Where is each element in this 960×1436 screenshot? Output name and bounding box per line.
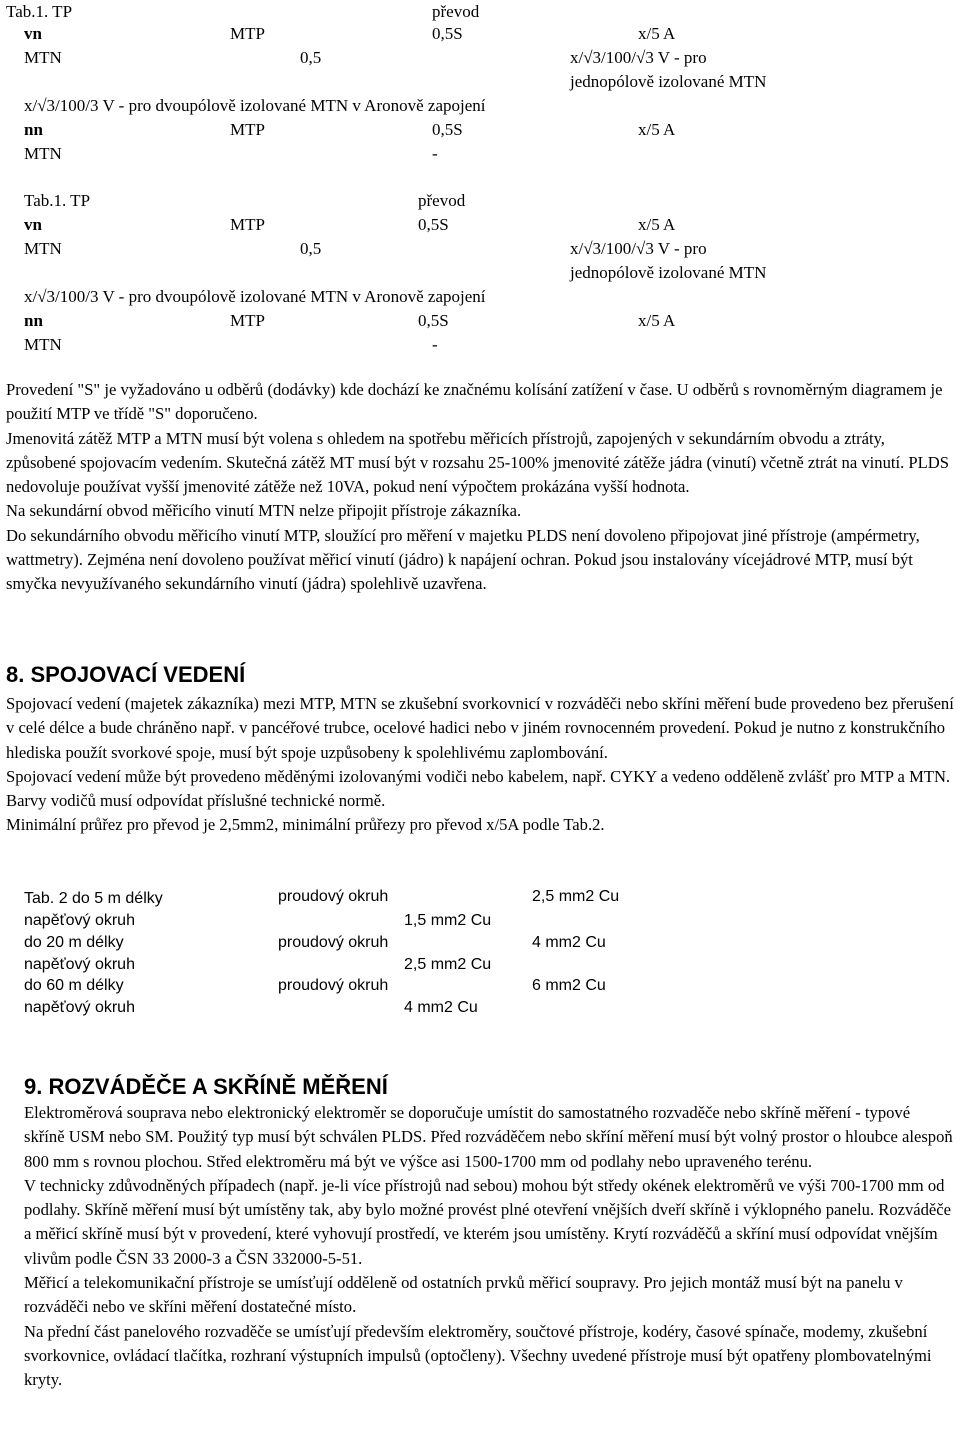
table-cell: proudový okruh — [278, 888, 389, 905]
table-cell: MTP — [230, 120, 265, 139]
table-cell: proudový okruh — [278, 977, 389, 994]
table-cell: x/5 A — [638, 24, 676, 43]
table-cell: do 60 m délky — [24, 977, 124, 994]
table-cell: MTN — [24, 48, 62, 67]
section-8-text — [6, 692, 954, 838]
table-cell: 4 mm2 Cu — [532, 934, 606, 951]
section-9-text — [24, 1101, 954, 1393]
table-cell: 1,5 mm2 Cu — [404, 912, 492, 929]
paragraph: Jmenovitá zátěž MTP a MTN musí být volena s ohledem na spotřebu měřicích přístrojů, zapojených v sekundárním obvodu a ztráty, způsobené spojovacím vedením. Skutečná zátěž MT musí být v rozsahu 25-100% jmenovité zátěže jádra (vinutí) včetně ztrát na vinutí. PLDS nedovoluje používat vyšší jmenovité zátěže než 10VA, pokud není výpočtem prokázána vyšší hodnota. — [6, 428, 949, 497]
table-cell: proudový okruh — [278, 934, 389, 951]
table-cell: 2,5 mm2 Cu — [532, 888, 620, 905]
table-cell: - — [432, 144, 438, 163]
table-cell: do 20 m délky — [24, 934, 124, 951]
table-cell: 0,5 — [300, 239, 322, 258]
paragraph: Měřicí a telekomunikační přístroje se umísťují odděleně od ostatních prvků měřicí soupravy. Pro jejich montáž musí být na panelu v rozváděči nebo ve skříni měření dostatečné místo. — [24, 1273, 903, 1317]
table-cell: 0,5 — [300, 48, 322, 67]
intro-text — [6, 378, 954, 597]
table-cell: x/√3/100/3 V - pro dvoupólově izolované MTN v Aronově zapojení — [24, 96, 486, 115]
table-cell: vn — [24, 215, 42, 234]
table-cell: 2,5 mm2 Cu — [404, 956, 492, 973]
table-cell: MTN — [24, 144, 62, 163]
table-cell: x/√3/100/3 V - pro dvoupólově izolované MTN v Aronově zapojení — [24, 287, 486, 306]
table-cell: x/5 A — [638, 120, 676, 139]
paragraph: Elektroměrová souprava nebo elektronický elektroměr se doporučuje umístit do samostatného rozvaděče nebo skříně měření - typové skříně USM nebo SM. Použitý typ musí být schválen PLDS. Před rozváděčem nebo skříní měření musí být volný prostor o hloubce alespoň 800 mm s rovnou plochou. Střed elektroměru má být ve výšce asi 1500-1700 mm od podlahy nebo upraveného terénu. — [24, 1103, 953, 1171]
paragraph: V technicky zdůvodněných případech (např. je-li více přístrojů nad sebou) mohou být středy okének elektroměrů ve výši 700-1700 mm od podlahy. Skříně měření musí být umístěny tak, aby bylo možné provést plné otevření vnějších dveří skříně i výklopného panelu. Rozváděče a měřicí skříně musí být v provedení, které vyhovují prostředí, ve kterém jsou umístěny. Krytí rozváděčů a skříní musí odpovídat vnějším vlivům podle ČSN 33 2000-3 a ČSN 332000-5-51. — [24, 1175, 952, 1268]
paragraph: Spojovací vedení může být provedeno měděnými izolovanými vodiči nebo kabelem, např. CYKY a vedeno odděleně zvlášť pro MTP a MTN. Barvy vodičů musí odpovídat příslušné technické normě. — [6, 766, 951, 811]
table-cell: MTP — [230, 311, 265, 330]
table-cell: nn — [24, 311, 43, 330]
table-cell: 0,5S — [418, 215, 449, 234]
table-cell: 4 mm2 Cu — [404, 999, 478, 1016]
paragraph: Provedení "S" je vyžadováno u odběrů (dodávky) kde dochází ke značnému kolísání zatížení v čase. U odběrů s rovnoměrným diagramem je použití MTP ve třídě "S" doporučeno. — [6, 380, 943, 424]
paragraph: Do sekundárního obvodu měřicího vinutí MTP, sloužící pro měření v majetku PLDS není dovoleno připojovat jiné přístroje (ampérmetry, wattmetry). Zejména není dovoleno používat měřicí vinutí (jádro) k napájení ochran. Pokud jsou instalovány vícejádrové MTP, musí být smyčka nevyužívaného sekundárního vinutí (jádra) spolehlivě uzavřena. — [6, 525, 920, 594]
table-cell: x/5 A — [638, 215, 676, 234]
table-cell: MTN — [24, 239, 62, 258]
table-cell: x/√3/100/√3 V - pro — [570, 48, 707, 67]
table-cell: 0,5S — [418, 311, 449, 330]
table-cell: napěťový okruh — [24, 956, 135, 973]
table-caption: Tab.1. TP — [24, 191, 91, 210]
table-cell: MTN — [24, 335, 62, 354]
table-cell: jednopólově izolované MTN — [570, 263, 767, 282]
table-header: převod — [432, 2, 480, 21]
section-heading-9: 9. ROZVÁDĚČE A SKŘÍNĚ MĚŘENÍ — [24, 1074, 388, 1099]
table-cell: MTP — [230, 24, 265, 43]
paragraph: Na sekundární obvod měřicího vinutí MTN nelze připojit přístroje zákazníka. — [6, 501, 522, 521]
table-cell: 6 mm2 Cu — [532, 977, 606, 994]
table-cell: nn — [24, 120, 43, 139]
table-cell: jednopólově izolované MTN — [570, 72, 767, 91]
paragraph: Na přední část panelového rozvaděče se umísťují především elektroměry, součtové přístroje, kodéry, časové spínače, modemy, zkušební svorkovnice, ovládací tlačítka, rozhraní výstupních impulsů (optočleny). Všechny uvedené přístroje musí být opatřeny plombovatelnými kryty. — [24, 1321, 932, 1390]
table-cell: 0,5S — [432, 24, 463, 43]
table-cell: vn — [24, 24, 42, 43]
paragraph: Spojovací vedení (majetek zákazníka) mezi MTP, MTN se zkušební svorkovnicí v rozváděči nebo skříni měření bude provedeno bez přerušení v celé délce a bude chráněno např. v pancéřové trubce, ocelové hadici nebo v jiném rovnocenném provedení. Pokud je nutno z konstrukčního hlediska použít svorkové spoje, musí být spoje uzpůsobeny k spolehlivému zaplombování. — [6, 694, 954, 762]
table-cell: Tab. 2 do 5 m délky — [24, 890, 163, 907]
paragraph: Minimální průřez pro převod je 2,5mm2, minimální průřezy pro převod x/5A podle Tab.2. — [6, 815, 605, 835]
section-heading-8: 8. SPOJOVACÍ VEDENÍ — [6, 662, 246, 687]
table-caption: Tab.1. TP — [6, 2, 73, 21]
table-cell: napěťový okruh — [24, 912, 135, 929]
table-cell: 0,5S — [432, 120, 463, 139]
table-cell: x/√3/100/√3 V - pro — [570, 239, 707, 258]
table-cell: x/5 A — [638, 311, 676, 330]
table-header: převod — [418, 191, 466, 210]
table-cell: - — [432, 335, 438, 354]
table-cell: MTP — [230, 215, 265, 234]
table-cell: napěťový okruh — [24, 999, 135, 1016]
